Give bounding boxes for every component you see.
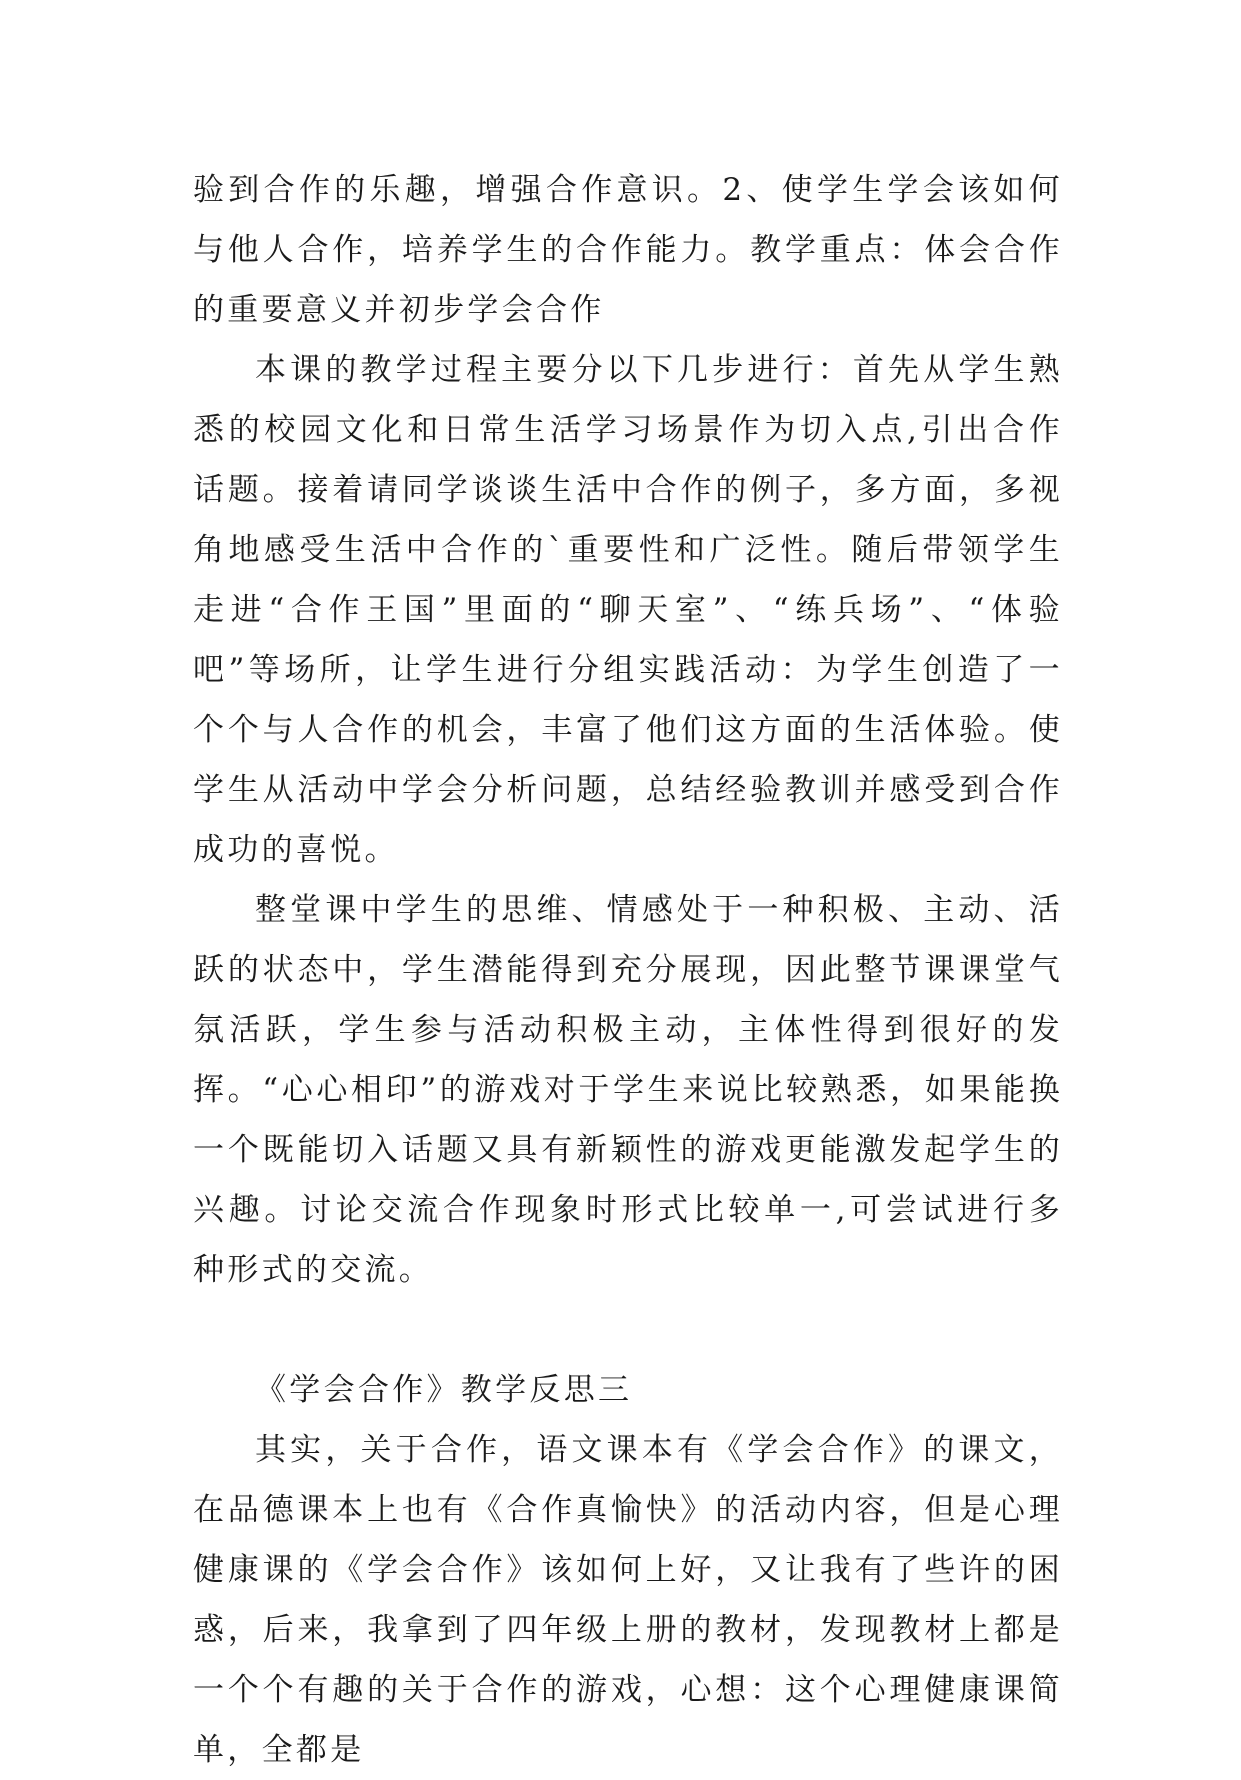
- document-body: [193, 160, 1063, 1780]
- paragraph-continuation: 验到合作的乐趣，增强合作意识。2、使学生学会该如何与他人合作，培养学生的合作能力。教学重点：体会合作的重要意义并初步学会合作: [193, 172, 1063, 328]
- paragraph-classroom-reflection: 整堂课中学生的思维、情感处于一种积极、主动、活跃的状态中，学生潜能得到充分展现，因此整节课课堂气氛活跃，学生参与活动积极主动，主体性得到很好的发挥。“心心相印”的游戏对于学生来说比较熟悉，如果能换一个既能切入话题又具有新颖性的游戏更能激发起学生的兴趣。讨论交流合作现象时形式比较单一,可尝试进行多种形式的交流。: [193, 892, 1063, 1288]
- paragraph-spacer: [193, 1300, 1063, 1360]
- paragraph-section-three-intro: 其实，关于合作，语文课本有《学会合作》的课文，在品德课本上也有《合作真愉快》的活动内容，但是心理健康课的《学会合作》该如何上好，又让我有了些许的困惑，后来，我拿到了四年级上册的教材，发现教材上都是一个个有趣的关于合作的游戏，心想：这个心理健康课简单，全都是: [193, 1432, 1063, 1768]
- paragraph-teaching-process: 本课的教学过程主要分以下几步进行：首先从学生熟悉的校园文化和日常生活学习场景作为切入点,引出合作话题。接着请同学谈谈生活中合作的例子，多方面，多视角地感受生活中合作的`重要性和广泛性。随后带领学生走进“合作王国”里面的“聊天室”、“练兵场”、“体验吧”等场所，让学生进行分组实践活动：为学生创造了一个个与人合作的机会，丰富了他们这方面的生活体验。使学生从活动中学会分析问题，总结经验教训并感受到合作成功的喜悦。: [193, 352, 1063, 868]
- section-title: 《学会合作》教学反思三: [255, 1372, 633, 1408]
